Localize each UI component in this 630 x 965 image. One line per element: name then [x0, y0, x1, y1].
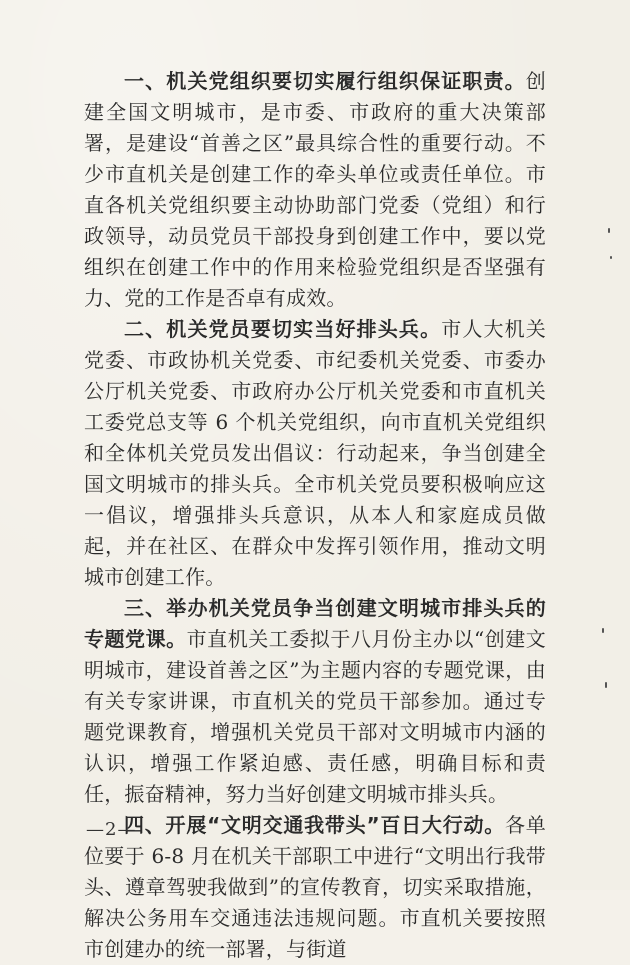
paragraph-4-heading: 四、开展“文明交通我带头”百日大行动。: [124, 813, 506, 837]
document-body: [84, 66, 546, 965]
paragraph-3-heading: 三、举办机关党员争当创建文明城市排头兵的专题党课。: [84, 596, 546, 651]
paragraph-1: [84, 66, 546, 314]
scan-speck: [610, 256, 612, 259]
paragraph-3: [84, 593, 546, 810]
page-number: —2—: [86, 819, 137, 840]
scan-speck: [605, 682, 607, 688]
paragraph-2-text: 市人大机关党委、市政协机关党委、市纪委机关党委、市委办公厅机关党委、市政府办公厅机关党委和市直机关工委党总支等 6 个机关党组织，向市直机关党组织和全体机关党员发出倡议：行动起来，争当创建全国文明城市的排头兵。全市机关党员要积极响应这一倡议，增强排头兵意识，从本人和家庭成员做起，并在社区、在群众中发挥引领作用，推动文明城市创建工作。: [84, 317, 547, 589]
paragraph-3-text: 市直机关工委拟于八月份主办以“创建文明城市，建设首善之区”为主题内容的专题党课，由有关专家讲课，市直机关的党员干部参加。通过专题党课教育，增强机关党员干部对文明城市内涵的认识，增强工作紧迫感、责任感，明确目标和责任，振奋精神，努力当好创建文明城市排头兵。: [84, 627, 547, 806]
paragraph-2: [84, 314, 546, 593]
paragraph-1-heading: 一、机关党组织要切实履行组织保证职责。: [124, 69, 526, 93]
paragraph-4-text: 各单位要于 6-8 月在机关干部职工中进行“文明出行我带头、遵章驾驶我做到”的宣传教育，切实采取措施，解决公务用车交通违法违规问题。市直机关要按照市创建办的统一部署，与街道: [84, 813, 546, 961]
paragraph-2-heading: 二、机关党员要切实当好排头兵。: [124, 317, 442, 341]
paragraph-4: [84, 810, 546, 965]
scan-speck: [608, 228, 610, 233]
paragraph-1-text: 创建全国文明城市，是市委、市政府的重大决策部署，是建设“首善之区”最具综合性的重要行动。不少市直机关是创建工作的牵头单位或责任单位。市直各机关党组织要主动协助部门党委（党组）和行政领导，动员党员干部投身到创建工作中，要以党组织在创建工作中的作用来检验党组织是否坚强有力、党的工作是否卓有成效。: [84, 69, 546, 310]
scan-speck: [602, 628, 604, 633]
